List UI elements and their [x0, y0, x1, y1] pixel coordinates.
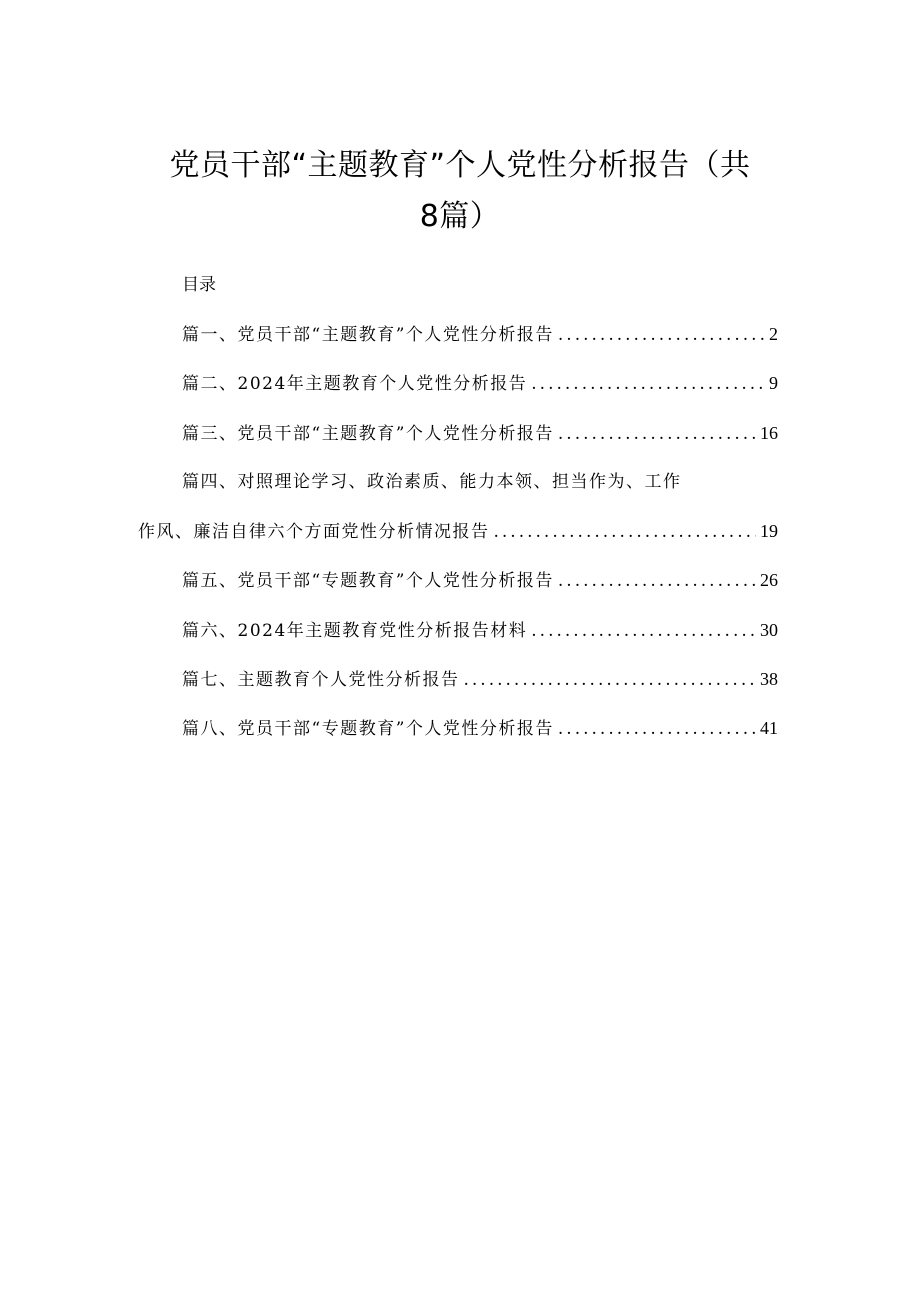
toc-entry-4-line-1[interactable]: 篇四、对照理论学习、政治素质、能力本领、担当作为、工作: [182, 472, 682, 492]
toc-entry-2[interactable]: [182, 370, 778, 397]
toc-entry-1[interactable]: [182, 321, 778, 348]
toc-entry-5[interactable]: [182, 567, 778, 594]
toc-entry-label: 篇七、主题教育个人党性分析报告: [182, 670, 460, 690]
toc-entry-page: 16: [760, 423, 778, 443]
toc-heading: 目录: [182, 275, 216, 295]
toc-dot-leader: [558, 421, 756, 447]
toc-entry-page: 30: [760, 620, 778, 640]
toc-entry-label: 篇一、党员干部“主题教育”个人党性分析报告: [182, 325, 554, 345]
toc-dot-leader: [494, 519, 757, 545]
toc-entry-label: 篇二、2024年主题教育个人党性分析报告: [182, 374, 528, 394]
toc-dot-leader: [531, 371, 765, 397]
toc-entry-page: 9: [769, 373, 778, 393]
toc-entry-label: 篇五、党员干部“专题教育”个人党性分析报告: [182, 571, 554, 591]
page-title-line-1: 党员干部“主题教育”个人党性分析报告（共: [169, 148, 751, 183]
toc-entry-page: 26: [760, 570, 778, 590]
toc-dot-leader: [558, 322, 765, 348]
page-title: [130, 140, 790, 242]
toc-entry-page: 19: [760, 521, 778, 541]
toc-entry-7[interactable]: [182, 666, 778, 693]
toc-entry-page: 2: [769, 324, 778, 344]
toc-dot-leader: [531, 618, 756, 644]
toc-entry-label: 篇三、党员干部“主题教育”个人党性分析报告: [182, 424, 554, 444]
toc-entry-8[interactable]: [182, 715, 778, 742]
toc-entry-page: 38: [760, 669, 778, 689]
toc-entry-label: 篇八、党员干部“专题教育”个人党性分析报告: [182, 719, 554, 739]
toc-dot-leader: [558, 568, 756, 594]
toc-dot-leader: [464, 667, 757, 693]
toc-entry-6[interactable]: [182, 617, 778, 644]
toc-dot-leader: [558, 716, 756, 742]
toc-entry-4[interactable]: [138, 518, 778, 545]
toc-entry-label: 作风、廉洁自律六个方面党性分析情况报告: [138, 522, 490, 542]
toc-entry-page: 41: [760, 718, 778, 738]
page-title-line-2: 8篇）: [419, 199, 501, 234]
toc-entry-label: 篇六、2024年主题教育党性分析报告材料: [182, 621, 528, 641]
toc-entry-3[interactable]: [182, 420, 778, 447]
